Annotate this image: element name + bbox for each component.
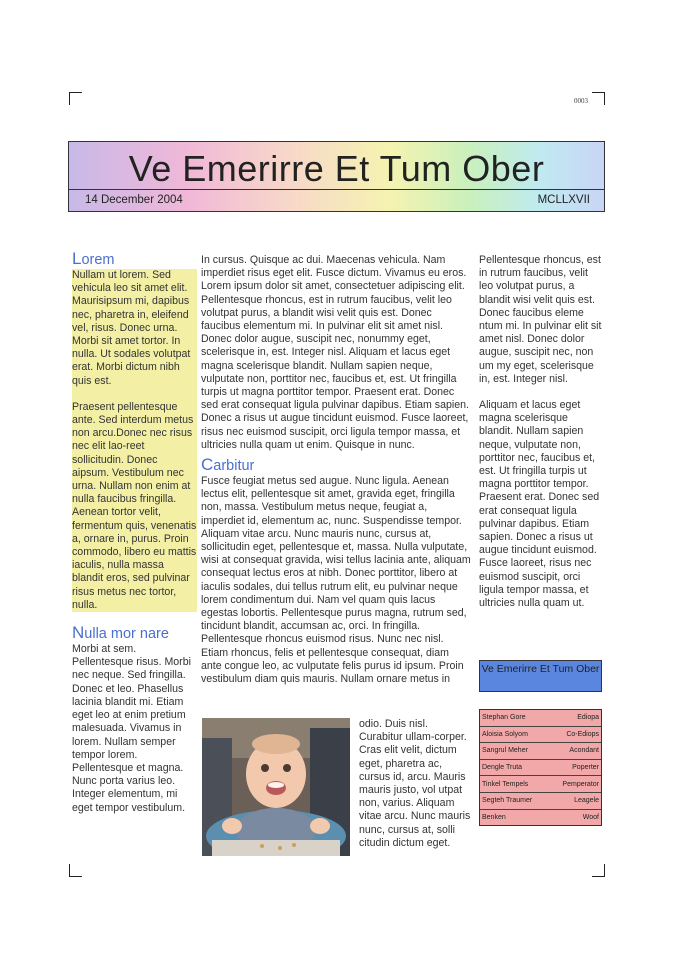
- crop-mark-top-left: [69, 92, 82, 105]
- section-heading-nulla: Nulla mor nare: [72, 623, 169, 643]
- table-row: Stephan Gore Ediopa: [480, 710, 601, 727]
- body-paragraph: Aliquam et lacus eget magna scelerisque blandit. Nullam sapien neque, vulputate non, porttitor nec, faucibus et, est. Ut fringilla turpis ut magna porttitor tempor. Praesent erat. Donec sed erat consequat ligula pulvinar dapibus. Etiam sapien. Donec a risus ut augue tincidunt euismod. Fusce laoreet, risus nec euismod suscipit, orci ligula tempor massa, et ultricies nulla quam ut.: [479, 399, 600, 610]
- highlighted-sidebar: [72, 269, 197, 612]
- newspaper-title: Ve Emerirre Et Tum Ober: [128, 148, 545, 189]
- baby-photo: [202, 718, 350, 856]
- staff-table: [479, 709, 602, 826]
- table-row: Aloisia Solyom Co-Ediops: [480, 727, 601, 744]
- table-row: Tinkel Tempels Pemperator: [480, 776, 601, 793]
- column-middle: [201, 254, 471, 686]
- page-number: 0003: [574, 97, 588, 105]
- sidebar-paragraph: Nullam ut lorem. Sed vehicula leo sit amet elit. Maurisipsum mi, dapibus nec, pharetra in, eleifend vel, risus. Donec urna. Morbi sit amet tortor. In nulla. Ut sodales volutpat erat. Morbi dictum nibh quis est.: [72, 269, 191, 387]
- crop-mark-top-right: [592, 92, 605, 105]
- column-right: [479, 254, 603, 610]
- body-paragraph: Fusce feugiat metus sed augue. Nunc ligula. Aenean lectus elit, pellentesque sit amet, gravida eget, fringilla non, massa. Vestibulum metus neque, feugiat a, imperdiet id, elementum ac, nunc. Suspendisse tempor. Aliquam vitae arcu. Nunc mauris nunc, cursus at, sollicitudin eget, pellentesque et, massa. Nulla vulputate, wisi at consequat gravida, wisi tellus lacinia ante, aliquam consequat lectus eros at nibh. Donec porttitor, libero at iaculis sodales, dui tellus rutrum elit, eu pulvinar neque lorem condimentum dui. Nam vel quam quis lacus egestas lobortis. Pellentesque purus magna, rutrum sed, tincidunt blandit, accumsan ac, orci. In fringilla. Pellentesque rhoncus euismod risus. Nunc nec nisl. Etiam rhoncus, felis et pellentesque consequat, diam ante congue leo, ac vulputate felis purus id ipsum. Proin vestibulum diam quis mauris. Nullam ornare metus in: [201, 475, 471, 686]
- body-paragraph: Pellentesque rhoncus, est in rutrum faucibus, velit leo volutpat purus, a blandit wisi velit quis est. Donec faucibus eleme ntum mi. In pulvinar elit sit amet nisl. Donec dolor augue, suscipit nec, non um my eget, scelerisque in, est. Integer nisl.: [479, 254, 602, 385]
- issue-volume: MCLLXVII: [537, 194, 590, 206]
- wrapped-paragraph: odio. Duis nisl. Curabitur ullam-corper. Cras elit velit, dictum eget, pharetra ac, cursus id, arcu. Mauris mauris justo, vol utpat non, varius. Aliquam vitae arcu. Nunc mauris nunc, cursus at, solli citudin dictum eget.: [359, 718, 471, 849]
- body-paragraph: Morbi at sem. Pellentesque risus. Morbi nec neque. Sed fringilla. Donec et leo. Phasellus lacinia blandit mi. Etiam eget leo at enim pretium malesuada. Vivamus in lorem. Nullam semper tempor lorem. Pellentesque et magna. Nunc porta varius leo. Integer elementum, mi eget tempor vestibulum.: [72, 643, 191, 814]
- column-left: [72, 250, 197, 815]
- crop-mark-bottom-left: [69, 864, 82, 877]
- table-row: Segteh Traumer Leagele: [480, 793, 601, 810]
- masthead-info-bar: [69, 189, 604, 212]
- masthead: [68, 141, 605, 212]
- table-row: Sangrul Meher Acondant: [480, 743, 601, 760]
- table-row: Dengle Truta Poperter: [480, 760, 601, 777]
- crop-mark-bottom-right: [592, 864, 605, 877]
- callout-box: Ve Emerirre Et Tum Ober: [479, 660, 602, 692]
- body-paragraph: In cursus. Quisque ac dui. Maecenas vehicula. Nam imperdiet risus eget elit. Fusce dictum. Vivamus eu eros. Lorem ipsum dolor sit amet, consectetuer adipiscing elit. Pellentesque rhoncus, est in rutrum faucibus, velit leo volutpat purus, a blandit wisi velit quis est. Donec faucibus elementum mi. In pulvinar elit sit amet nisl. Donec dolor augue, suscipit nec, nonummy eget, scelerisque in, est. Integer nisl. Aliquam et lacus eget magna scelerisque blandit. Nullam sapien neque, vulputate non, porttitor nec, faucibus et, est. Ut fringilla turpis ut magna porttitor tempor. Praesent erat. Donec sed erat consequat ligula pulvinar dapibus. Etiam sapien. Donec a risus ut augue tincidunt euismod. Fusce laoreet, risus nec euismod suscipit, orci ligula tempor massa, et ultricies nulla quam ut enim. Quisque in nunc.: [201, 254, 469, 451]
- section-heading-lorem: Lorem: [72, 249, 115, 268]
- sidebar-paragraph: Praesent pellentesque ante. Sed interdum metus non arcu.Donec nec risus nec elit lao-reet sollicitudin. Donec aipsum. Vestibulum nec urna. Nullam non enim at nulla faucibus fringilla. Aenean tortor velit, fermentum quis, venenatis a, ornare in, purus. Proin commodo, libero eu mattis iaculis, nulla massa blandit eros, sed pulvinar risus metus nec tortor, nulla.: [72, 400, 197, 611]
- issue-date: 14 December 2004: [85, 194, 183, 206]
- table-row: Benken Woof: [482, 813, 599, 821]
- section-heading-carbitur: Carbitur: [201, 455, 255, 475]
